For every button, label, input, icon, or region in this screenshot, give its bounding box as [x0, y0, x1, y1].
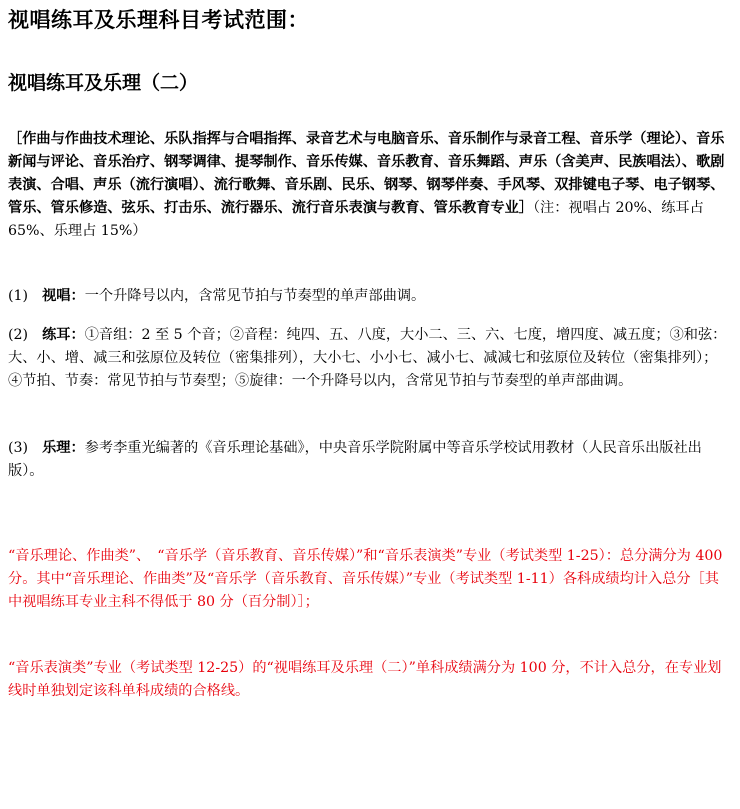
- majors-list-paragraph: [8, 128, 730, 243]
- item-sight-singing: [8, 285, 730, 308]
- red-note-total-score: “音乐理论、作曲类”、 “音乐学（音乐教育、音乐传媒）”和“音乐表演类”专业（考试类型 1-25）：总分满分为 400 分。其中“音乐理论、作曲类”及“音乐学（音乐教育、音乐传媒）”专业（考试类型 1-11）各科成绩均计入总分［其中视唱练耳专业主科不得低于 80 分（百分制）］；: [8, 548, 723, 610]
- item-term: 练耳：: [42, 327, 85, 343]
- weight-note: （注：视唱占 20%、练耳占 65%、乐理占 15%）: [8, 200, 704, 239]
- item-term: 视唱：: [42, 288, 85, 304]
- item-text: ①音组：2 至 5 个音；②音程：纯四、五、八度，大小二、三、六、七度，增四度、减五度；③和弦：大、小、增、减三和弦原位及转位（密集排列），大小七、小小七、减小七、减减七和弦原位及转位（密集排列）；④节拍、节奏：常见节拍与节奏型；⑤旋律：一个升降号以内，含常见节拍与节奏型的单声部曲调。: [8, 327, 727, 389]
- item-text: 参考李重光编著的《音乐理论基础》，中央音乐学院附属中等音乐学校试用教材（人民音乐出版社出版）。: [8, 440, 702, 479]
- item-number: (1): [8, 288, 29, 304]
- majors-list: ［作曲与作曲技术理论、乐队指挥与合唱指挥、录音艺术与电脑音乐、音乐制作与录音工程、音乐学（理论）、音乐新闻与评论、音乐治疗、钢琴调律、提琴制作、音乐传媒、音乐教育、音乐舞蹈、声乐（含美声、民族唱法）、歌剧表演、合唱、声乐（流行演唱）、流行歌舞、音乐剧、民乐、钢琴、钢琴伴奏、手风琴、双排键电子琴、电子钢琴、管乐、管乐修造、弦乐、打击乐、流行器乐、流行音乐表演与教育、管乐教育专业］: [8, 131, 725, 216]
- item-number: (2): [8, 327, 29, 343]
- item-term: 乐理：: [42, 440, 85, 456]
- page-title: 视唱练耳及乐理科目考试范围：: [8, 7, 309, 32]
- item-music-theory: [8, 437, 730, 483]
- item-text: 一个升降号以内，含常见节拍与节奏型的单声部曲调。: [84, 288, 426, 304]
- red-note-performance: “音乐表演类”专业（考试类型 12-25）的“视唱练耳及乐理（二）”单科成绩满分为 100 分，不计入总分，在专业划线时单独划定该科单科成绩的合格线。: [8, 660, 722, 699]
- item-number: (3): [8, 440, 29, 456]
- section-heading: 视唱练耳及乐理（二）: [8, 72, 199, 94]
- item-ear-training: [8, 324, 730, 393]
